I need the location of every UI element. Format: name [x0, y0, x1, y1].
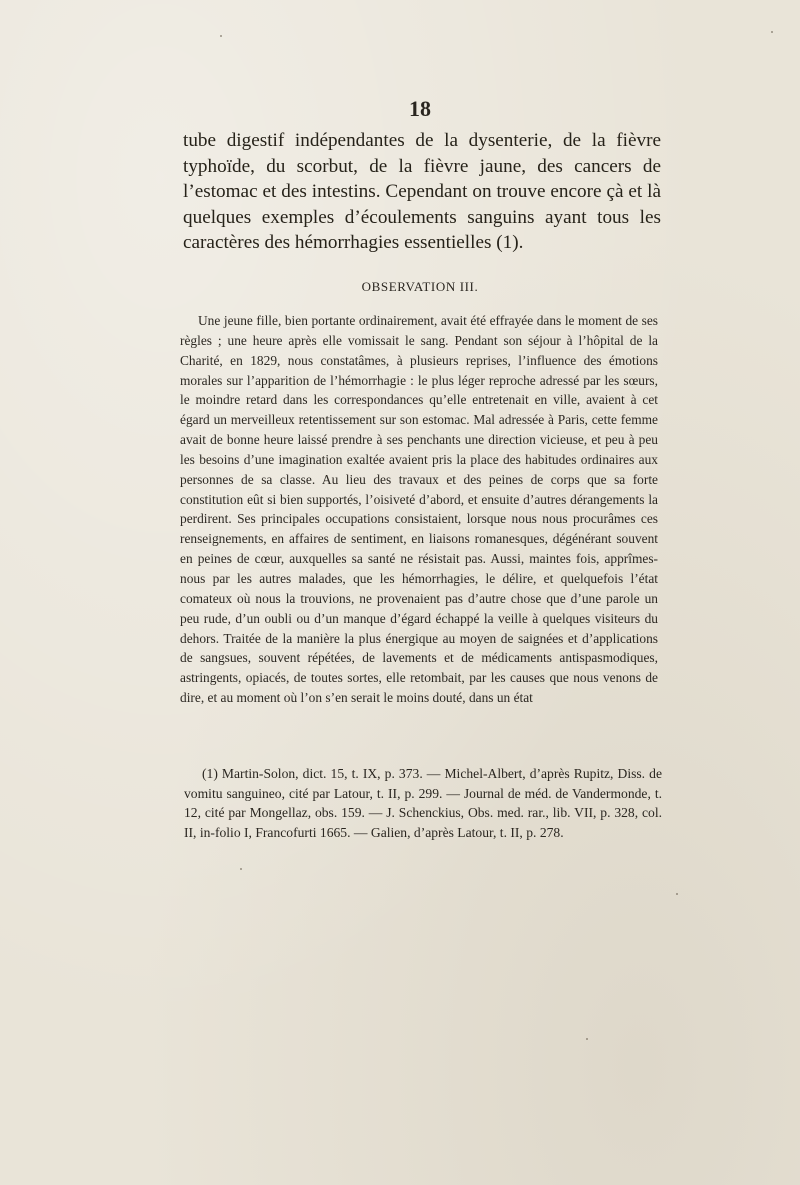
observation-heading: OBSERVATION III. — [361, 279, 479, 294]
footnote-block — [184, 764, 662, 842]
observation-body — [180, 311, 658, 708]
paper-speck — [220, 35, 222, 37]
paper-speck — [586, 1038, 588, 1040]
observation-paragraph: Une jeune fille, bien portante ordinairement, avait été effrayée dans le moment de ses règles ; une heure après elle vomissait le sang. Pendant son séjour à l’hôpital de la Charité, en 1829, nous constatâmes, à plusieurs reprises, l’influence des émotions morales sur l’apparition de l’hémorrhagie : le plus léger reproche adressé par les sœurs, le moindre retard dans les correspondances qu’elle entretenait en ville, avaient à cet égard un merveilleux retentissement sur son estomac. Mal adressée à Paris, cette femme avait de bonne heure laissé prendre à ses penchants une direction vicieuse, et peu à peu les besoins d’une imagination exaltée avaient pris la place des habitudes ordinaires aux personnes de sa classe. Au lieu des travaux et des peines de corps que sa forte constitution eût si bien supportés, l’oisiveté d’abord, et ensuite d’autres dérangements la perdirent. Ses principales occupations consistaient, lorsque nous nous procurâmes ces renseignements, en affaires de sentiment, en liaisons romanesques, dégénérant souvent en peines de cœur, auxquelles sa santé ne résistait pas. Aussi, maintes fois, apprîmes-nous par les autres malades, que les hémorrhagies, le délire, et quelquefois l’état comateux où nous la trouvions, ne provenaient pas d’autre chose que d’une parole un peu rude, d’un oubli ou d’un manque d’égard échappé la veille à quelques visiteurs du dehors. Traitée de la manière la plus énergique au moyen de saignées et d’applications de sangsues, souvent répétées, de lavements et de médicaments antispasmodiques, astringents, opiacés, de toutes sortes, elle retombait, par les causes que nous venons de dire, et au moment où l’on s’en serait le moins douté, dans un état — [180, 313, 658, 706]
paper-speck — [676, 893, 678, 895]
paper-speck — [771, 31, 773, 33]
intro-paragraph-block — [183, 128, 661, 256]
paper-speck — [240, 868, 242, 870]
intro-paragraph: tube digestif indépendantes de la dysenterie, de la fièvre typhoïde, du scorbut, de la fièvre jaune, des cancers de l’estomac et des intestins. Cependant on trouve encore çà et là quelques exemples d’écoulements sanguins ayant tous les caractères des hémorrhagies essentielles (1). — [183, 130, 661, 253]
page-number: 18 — [409, 96, 431, 121]
footnote-text: (1) Martin-Solon, dict. 15, t. IX, p. 373. — Michel-Albert, d’après Rupitz, Diss. de vomitu sanguineo, cité par Latour, t. II, p. 299. — Journal de méd. de Vandermonde, t. 12, cité par Mongellaz, obs. 159. — J. Schenckius, Obs. med. rar., lib. VII, p. 328, col. II, in-folio I, Francofurti 1665. — Galien, d’après Latour, t. II, p. 278. — [184, 766, 662, 840]
